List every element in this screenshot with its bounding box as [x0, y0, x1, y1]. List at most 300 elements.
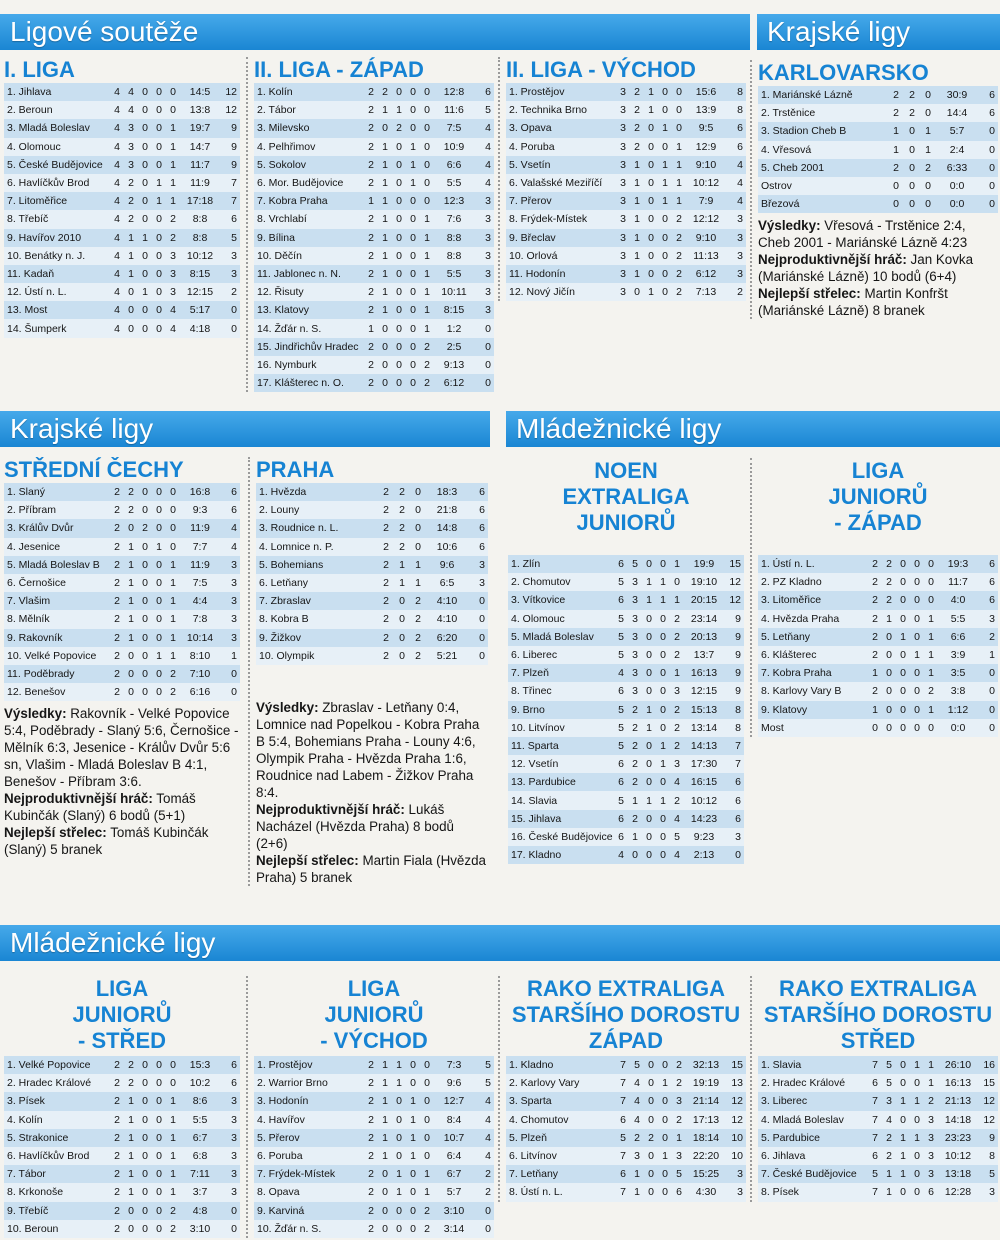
losses: 2 [166, 1202, 180, 1220]
score: 23:14 [684, 610, 724, 628]
ot-wins: 0 [138, 574, 152, 592]
ot-losses: 0 [152, 319, 166, 337]
games: 2 [364, 1183, 378, 1201]
ot-losses: 0 [152, 574, 166, 592]
score: 7:8 [180, 610, 220, 628]
points: 9 [220, 138, 240, 156]
score: 21:13 [938, 1092, 978, 1110]
losses: 2 [420, 338, 434, 356]
league-praha [248, 457, 488, 886]
top-player-text: Lukáš Nacházel (Hvězda Praha) 8 bodů (2+6) [256, 801, 454, 851]
games: 0 [888, 177, 904, 195]
ot-losses: 0 [910, 628, 924, 646]
losses: 2 [670, 646, 684, 664]
wins: 0 [882, 664, 896, 682]
games: 6 [614, 773, 628, 791]
ot-losses: 0 [152, 519, 166, 537]
losses: 1 [672, 174, 686, 192]
table-row [254, 1129, 494, 1147]
games: 2 [868, 610, 882, 628]
wins: 5 [882, 1056, 896, 1074]
points: 12 [220, 101, 240, 119]
score: 16:13 [938, 1074, 978, 1092]
team-name: 14. Slavia [508, 791, 614, 809]
losses: 0 [166, 1074, 180, 1092]
points: 2 [474, 1165, 494, 1183]
table-row [4, 1056, 240, 1074]
games: 2 [378, 501, 394, 519]
ot-losses: 0 [152, 1165, 166, 1183]
team-name: 2. Trstěnice [758, 104, 888, 122]
league-liga-junioru-vychod [246, 976, 494, 1238]
title-line: LIGA [851, 458, 905, 483]
ot-wins: 0 [138, 1183, 152, 1201]
league-title: I. LIGA [4, 57, 75, 82]
ot-wins: 1 [644, 101, 658, 119]
points: 12 [726, 1111, 746, 1129]
losses: 1 [420, 265, 434, 283]
table-row [758, 104, 998, 122]
losses: 1 [672, 156, 686, 174]
score: 11:13 [686, 247, 726, 265]
points: 4 [220, 538, 240, 556]
score: 9:10 [686, 229, 726, 247]
score: 6:7 [180, 1129, 220, 1147]
losses: 2 [920, 159, 936, 177]
ot-wins: 0 [392, 1092, 406, 1110]
standings-table [4, 83, 240, 338]
score: 10:12 [938, 1147, 978, 1165]
games: 2 [378, 647, 394, 665]
score: 22:20 [686, 1147, 726, 1165]
banner-ligove-souteze: Ligové soutěže [0, 14, 750, 50]
table-row [4, 1129, 240, 1147]
games: 2 [110, 1129, 124, 1147]
games: 2 [378, 574, 394, 592]
title-line: - STŘED [78, 1028, 166, 1053]
team-name: 7. Letňany [506, 1165, 616, 1183]
wins: 2 [904, 104, 920, 122]
losses: 1 [410, 556, 426, 574]
games: 2 [364, 156, 378, 174]
losses: 2 [166, 1220, 180, 1238]
ot-losses: 0 [152, 483, 166, 501]
losses: 2 [672, 1111, 686, 1129]
ot-losses: 1 [406, 1147, 420, 1165]
team-name: 5. Letňany [758, 628, 868, 646]
ot-losses: 0 [406, 1074, 420, 1092]
ot-wins: 0 [138, 1056, 152, 1074]
score: 7:9 [686, 192, 726, 210]
points: 9 [220, 119, 240, 137]
ot-losses: 0 [406, 83, 420, 101]
top-scorer-label: Nejlepší střelec: [758, 286, 861, 302]
ot-wins: 0 [642, 846, 656, 864]
ot-wins: 0 [138, 592, 152, 610]
team-name: 14. Šumperk [4, 319, 110, 337]
ot-wins: 0 [644, 156, 658, 174]
score: 6:8 [180, 1147, 220, 1165]
score: 32:13 [686, 1056, 726, 1074]
points: 9 [978, 1129, 998, 1147]
score: 9:6 [426, 556, 468, 574]
games: 5 [614, 791, 628, 809]
losses: 3 [166, 265, 180, 283]
banner-krajske-ligy-karlovarsko: Krajské ligy [757, 14, 1000, 50]
games: 6 [614, 828, 628, 846]
points: 6 [220, 1056, 240, 1074]
table-row [4, 1111, 240, 1129]
ot-wins: 1 [896, 628, 910, 646]
wins: 2 [124, 501, 138, 519]
team-name: 8. Písek [758, 1183, 868, 1201]
games: 5 [614, 610, 628, 628]
games: 2 [364, 1202, 378, 1220]
losses: 0 [420, 119, 434, 137]
score: 12:8 [434, 83, 474, 101]
games: 2 [110, 592, 124, 610]
wins: 1 [124, 1183, 138, 1201]
title-line: RAKO EXTRALIGA [527, 976, 725, 1001]
score: 10:12 [684, 791, 724, 809]
ot-losses: 0 [406, 119, 420, 137]
team-name: 12. Ústí n. L. [4, 283, 110, 301]
points: 3 [220, 1183, 240, 1201]
title-line: - ZÁPAD [834, 510, 922, 535]
losses: 0 [420, 1074, 434, 1092]
title-line: STARŠÍHO DOROSTU [763, 1002, 993, 1027]
wins: 1 [124, 1092, 138, 1110]
ot-wins: 0 [138, 1202, 152, 1220]
wins: 2 [378, 83, 392, 101]
score: 14:13 [684, 737, 724, 755]
score: 14:5 [180, 83, 220, 101]
score: 8:6 [180, 1092, 220, 1110]
ot-losses: 0 [152, 1074, 166, 1092]
table-row [506, 210, 746, 228]
games: 4 [110, 265, 124, 283]
team-name: 6. Letňany [256, 574, 378, 592]
games: 2 [110, 483, 124, 501]
table-row [254, 192, 494, 210]
losses: 0 [166, 501, 180, 519]
ot-losses: 1 [656, 755, 670, 773]
points: 0 [474, 319, 494, 337]
team-name: 4. Vřesová [758, 141, 888, 159]
points: 1 [978, 646, 998, 664]
ot-losses: 0 [406, 319, 420, 337]
wins: 2 [124, 210, 138, 228]
wins: 2 [630, 83, 644, 101]
losses: 0 [924, 591, 938, 609]
points: 12 [220, 83, 240, 101]
points: 0 [474, 1220, 494, 1238]
points: 3 [220, 1165, 240, 1183]
losses: 0 [672, 119, 686, 137]
ot-wins: 0 [392, 229, 406, 247]
points: 8 [724, 719, 744, 737]
losses: 2 [420, 1220, 434, 1238]
score: 17:13 [686, 1111, 726, 1129]
title-line: EXTRALIGA [562, 484, 690, 509]
table-row [256, 647, 488, 665]
title-line: STŘED [840, 1028, 916, 1053]
points: 7 [724, 737, 744, 755]
games: 1 [364, 319, 378, 337]
points: 6 [220, 1074, 240, 1092]
league-ii-liga-zapad [246, 57, 494, 392]
losses: 1 [166, 610, 180, 628]
ot-losses: 0 [656, 646, 670, 664]
title-line: JUNIORŮ [72, 1002, 172, 1027]
ot-wins: 0 [138, 174, 152, 192]
ot-losses: 1 [910, 646, 924, 664]
games: 2 [110, 574, 124, 592]
losses: 2 [672, 210, 686, 228]
ot-wins: 0 [138, 247, 152, 265]
losses: 1 [672, 138, 686, 156]
team-name: 6. Mor. Budějovice [254, 174, 364, 192]
ot-losses: 0 [658, 247, 672, 265]
table-row [4, 592, 240, 610]
wins: 3 [124, 138, 138, 156]
score: 8:15 [434, 301, 474, 319]
games: 2 [110, 501, 124, 519]
points: 3 [220, 1147, 240, 1165]
wins: 0 [882, 701, 896, 719]
team-name: 8. Krkonoše [4, 1183, 110, 1201]
games: 4 [110, 138, 124, 156]
table-row [256, 483, 488, 501]
ot-losses: 0 [152, 556, 166, 574]
games: 2 [378, 538, 394, 556]
team-name: 10. Velké Popovice [4, 647, 110, 665]
wins: 2 [628, 755, 642, 773]
points: 12 [724, 573, 744, 591]
table-row [508, 810, 744, 828]
wins: 1 [378, 192, 392, 210]
score: 7:5 [434, 119, 474, 137]
games: 6 [614, 755, 628, 773]
losses: 1 [166, 1183, 180, 1201]
ot-wins: 0 [642, 682, 656, 700]
table-row [508, 846, 744, 864]
team-name: 11. Kadaň [4, 265, 110, 283]
points: 5 [474, 1074, 494, 1092]
team-name: 1. Slaný [4, 483, 110, 501]
ot-losses: 0 [658, 1056, 672, 1074]
ot-losses: 0 [152, 1092, 166, 1110]
ot-wins: 0 [392, 283, 406, 301]
games: 5 [614, 719, 628, 737]
wins: 0 [394, 610, 410, 628]
ot-losses: 0 [658, 283, 672, 301]
games: 2 [364, 265, 378, 283]
score: 11:9 [180, 519, 220, 537]
games: 3 [616, 138, 630, 156]
wins: 1 [378, 1147, 392, 1165]
losses: 6 [924, 1183, 938, 1201]
title-line: RAKO EXTRALIGA [779, 976, 977, 1001]
wins: 2 [882, 555, 896, 573]
score: 9:13 [434, 356, 474, 374]
losses: 3 [924, 1165, 938, 1183]
ot-wins: 0 [642, 555, 656, 573]
team-name: 12. Nový Jičín [506, 283, 616, 301]
games: 4 [110, 229, 124, 247]
points: 0 [978, 664, 998, 682]
standings-table [506, 1056, 746, 1202]
table-row [508, 773, 744, 791]
games: 6 [616, 1111, 630, 1129]
team-name: 5. Strakonice [4, 1129, 110, 1147]
table-row [4, 174, 240, 192]
ot-wins: 0 [896, 591, 910, 609]
results-label: Výsledky: [4, 706, 67, 722]
team-name: 9. Třebíč [4, 1202, 110, 1220]
losses: 2 [410, 629, 426, 647]
wins: 0 [124, 319, 138, 337]
points: 3 [474, 192, 494, 210]
table-row [256, 592, 488, 610]
ot-wins: 2 [644, 1129, 658, 1147]
ot-wins: 1 [896, 1147, 910, 1165]
ot-wins: 0 [642, 610, 656, 628]
table-row [758, 701, 998, 719]
wins: 2 [124, 192, 138, 210]
wins: 5 [630, 1056, 644, 1074]
losses: 1 [166, 119, 180, 137]
team-name: 4. Pelhřimov [254, 138, 364, 156]
games: 7 [616, 1183, 630, 1201]
ot-wins: 0 [138, 538, 152, 556]
table-row [256, 519, 488, 537]
score: 2:13 [684, 846, 724, 864]
team-name: 9. Klatovy [758, 701, 868, 719]
points: 12 [978, 1092, 998, 1110]
losses: 1 [420, 283, 434, 301]
ot-wins: 0 [644, 119, 658, 137]
score: 5:5 [434, 174, 474, 192]
ot-wins: 0 [644, 192, 658, 210]
wins: 0 [378, 338, 392, 356]
losses: 0 [420, 101, 434, 119]
league-liga-junioru-stred [4, 976, 240, 1238]
losses: 1 [420, 1165, 434, 1183]
ot-losses: 0 [152, 1147, 166, 1165]
ot-losses: 0 [910, 591, 924, 609]
ot-wins: 2 [392, 119, 406, 137]
league-notes [4, 705, 240, 858]
games: 6 [614, 682, 628, 700]
ot-wins: 1 [642, 719, 656, 737]
points: 3 [220, 556, 240, 574]
team-name: 1. Hvězda [256, 483, 378, 501]
score: 7:3 [434, 1056, 474, 1074]
ot-wins: 0 [644, 1111, 658, 1129]
games: 2 [110, 665, 124, 683]
wins: 1 [378, 210, 392, 228]
league-stredni-cechy [4, 457, 240, 858]
wins: 0 [378, 319, 392, 337]
ot-wins: 1 [642, 701, 656, 719]
games: 3 [616, 174, 630, 192]
score: 26:10 [938, 1056, 978, 1074]
table-row [508, 573, 744, 591]
table-row [508, 791, 744, 809]
games: 2 [888, 86, 904, 104]
wins: 0 [124, 1220, 138, 1238]
score: 11:7 [180, 156, 220, 174]
ot-wins: 0 [392, 338, 406, 356]
ot-losses: 0 [406, 338, 420, 356]
table-row [758, 628, 998, 646]
points: 3 [726, 1165, 746, 1183]
ot-wins: 0 [896, 646, 910, 664]
ot-wins: 0 [138, 1147, 152, 1165]
wins: 0 [628, 846, 642, 864]
losses: 5 [670, 828, 684, 846]
wins: 0 [124, 683, 138, 701]
points: 5 [474, 1056, 494, 1074]
ot-losses: 0 [406, 1056, 420, 1074]
table-row [506, 192, 746, 210]
results-text: Vřesová - Trstěnice 2:4, Cheb 2001 - Mariánské Lázně 4:23 [758, 218, 968, 251]
losses: 1 [166, 574, 180, 592]
team-name: 8. Karlovy Vary B [758, 682, 868, 700]
points: 0 [220, 301, 240, 319]
team-name: 5. Bohemians [256, 556, 378, 574]
score: 17:18 [180, 192, 220, 210]
points: 3 [726, 229, 746, 247]
team-name: 7. Kobra Praha [758, 664, 868, 682]
wins: 1 [378, 174, 392, 192]
games: 5 [614, 701, 628, 719]
score: 11:9 [180, 174, 220, 192]
points: 6 [726, 119, 746, 137]
losses: 1 [166, 156, 180, 174]
score: 9:23 [684, 828, 724, 846]
wins: 0 [882, 628, 896, 646]
games: 2 [110, 1074, 124, 1092]
games: 4 [110, 192, 124, 210]
team-name: 1. Ústí n. L. [758, 555, 868, 573]
ot-losses: 1 [656, 737, 670, 755]
wins: 0 [124, 519, 138, 537]
score: 5:5 [434, 265, 474, 283]
team-name: 7. Tábor [4, 1165, 110, 1183]
table-row [508, 610, 744, 628]
ot-wins: 0 [644, 1183, 658, 1201]
ot-losses: 0 [152, 1056, 166, 1074]
table-row [506, 1056, 746, 1074]
ot-wins: 0 [642, 810, 656, 828]
ot-wins: 1 [392, 1056, 406, 1074]
losses: 1 [420, 210, 434, 228]
wins: 0 [904, 122, 920, 140]
games: 1 [888, 122, 904, 140]
top-scorer-text: Tomáš Kubinčák (Slaný) 5 branek [4, 825, 209, 858]
ot-wins: 0 [138, 1092, 152, 1110]
losses: 2 [166, 210, 180, 228]
score: 8:8 [180, 229, 220, 247]
score: 5:17 [180, 301, 220, 319]
league-rako-extraliga-zapad [498, 976, 746, 1202]
league-title [508, 458, 744, 555]
points: 13 [726, 1074, 746, 1092]
ot-wins: 2 [138, 519, 152, 537]
ot-wins: 0 [138, 483, 152, 501]
